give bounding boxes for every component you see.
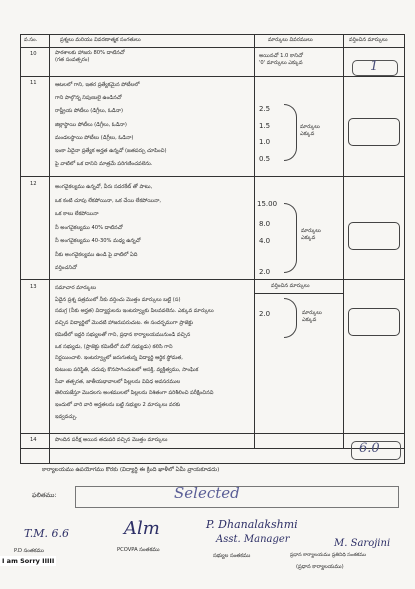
pd-signature: T.M. 6.6 [24,527,69,540]
mark-value: 2.0 [259,268,271,276]
brace [284,104,297,161]
marks-list: 2.5 1.5 1.0 0.5 [259,105,271,163]
brace-label: మార్కులు ఎక్కువ [302,310,322,324]
header-awarded: వర్తించిన మార్కులు [349,37,388,43]
awarded-box [348,222,400,250]
mark-value: 2.0 [259,310,271,318]
pd-signature-label: P.D సంతకము [14,548,44,554]
mark-value: 8.0 [259,220,271,228]
row-number: 10 [30,51,37,57]
row-text: ఆటలలో గాని, ఇతర ప్రత్యేకమైన పోటీలలో గాని పాల్గొన్న నిపుణులై ఉండినచో రాష్ట్రీయ పోటీలు (డిగ్రీలు, ఓడినా) జిల్లాస్థాయి పోటీలు (డిగ్రీలు, ఓడినా) మండలస్థాయి పోటీలు (డిగ్రీలు, ఓడినా) ఇంకా ఏదైనా ప్రత్యేక అర్హత ఉన్నచో (జతపర్చు చూపించి) పై వాటిలో ఒక దానిని మాత్రమే పరిగణించవలెను. [55,82,167,168]
row-text: సమాచార మార్కులు ఏదైన ప్రశ్న పత్రములో నీకు వర్తించు మొత్తం మార్కులు బట్టి (స) సమగ్ర (నీకు అర్హత) విద్యార్థులను ఇంటర్వ్యూకు పిలవవలెను. ఎక్కువ మార్కులు వచ్చిన విద్యార్థిలో మొదటి హాజరుపరుచుట. ఈ సందర్భముగా ప్రాజెక్టు కమిటీలో ఇద్దరి సభ్యులతో గాని, ప్రధాన కార్యాలయమునుండి వచ్చిన ఒక సభ్యుడు, (ప్రాజెక్టు కమిటీలో మరో సభ్యుడు) కలిసి గాని నిర్ణయించాలి. ఇంటర్వ్యూలో జరుగుతున్న విద్యార్థి ఆర్థిక స్థోమత, కుటుంబ పరిస్థితి, చదువు కొనసాగించుటలో ఆసక్తి, వ్యక్తిత్వము, సాంఘిక సేవా తత్పరత, జాతీయభావాలలో పిల్లలను వివిధ అవసరముల తెలియజేస్తూ మొదలగు అంశములలో పిల్లలను నిశితంగా పరిశీలించి పరీక్షించినవి ఇందులో వారి వారి అర్హతలను బట్టి సభ్యుల 2 మార్కులు వరకు ఇవ్వవచ్చు. [55,285,214,420]
result-value: Selected [174,484,240,502]
marks-detail: అయినచో 1.0 కానిచో '0' మార్కులు ఎక్కువ [259,53,303,67]
row-text: పాఠశాలకు హాజరు 80% దాటినచో (గత సంవత్సరం) [55,50,125,64]
pcovpa-signature: Alm [124,518,160,539]
row-text: అంగవైకల్యము ఉన్నచో, వీరు సదరకేట్ తో పాటు, ఒక కంటి చూపు లేకపోయినా, ఒక చేయి లేకపోయినా, ఒక కాలు లేకపోయినా నీ అంగవైకల్యము 40% దాటినచో నీ అంగవైకల్యము 40-30% మధ్య ఉన్నచో నీకు అంగవైకల్యము ఉండి పై వాటిలో ఏది వర్తించనిచో [55,184,162,271]
watermark: I am Sorry IIIII [2,557,55,565]
header-marks-detail: మార్కులు వివరములు [268,37,313,43]
brace [284,298,297,338]
office-use-note: కార్యాలయము ఉపయోగము కొరకు (విద్యార్థి ఈ క్రింది ఖాళీలో ఏమీ వ్రాయకూడదు) [42,467,220,473]
pcovpa-signature-label: PCOVPA సంతకము [117,547,160,553]
awarded-box [348,118,400,146]
member-signature-label: సభ్యుల సంతకము [213,553,251,559]
head-office-signature: M. Sarojini [334,538,391,549]
header-sno: వ.సం. [24,37,38,43]
result-label: ఫలితము: [32,492,57,499]
row-number: 11 [30,80,37,86]
head-office-signature-label: ప్రధాన కార్యాలయము ప్రతినిధి సంతకము [290,553,367,558]
brace-label: మార్కులు ఎక్కువ [300,124,320,138]
awarded-box [348,308,400,336]
row-text: పొందిన పరీక్ష ఆయిన తదుపరి వచ్చిన మొత్తం మార్కులు [55,437,168,443]
head-office-note: (ప్రధాన కార్యాలయము) [296,564,344,570]
row-number: 14 [30,437,37,443]
total-mark: 6.0 [359,441,380,456]
member-signature: P. Dhanalakshmi [206,518,298,531]
column-subheader: వర్తించిన మార్కులు [271,283,310,289]
row-number: 13 [30,284,37,290]
awarded-mark: 1 [370,59,379,74]
header-criteria: ప్రశ్నలు మరియు వివరణాత్మక సంగతులు [60,37,141,43]
brace [284,203,297,273]
row-number: 12 [30,181,37,187]
mark-value: 15.00 [257,200,278,208]
mark-value: 4.0 [259,237,271,245]
brace-label: మార్కులు ఎక్కువ [301,228,321,242]
member-designation: Asst. Manager [216,534,290,545]
